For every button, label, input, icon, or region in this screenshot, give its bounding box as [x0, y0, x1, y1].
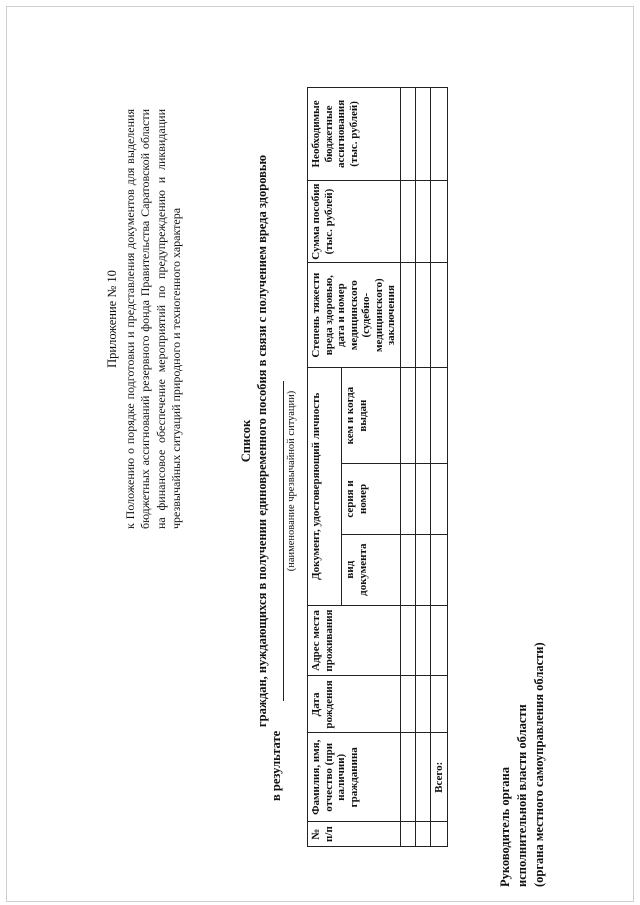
table-cell: [400, 180, 415, 263]
signature-line-3: (органа местного самоуправления области): [532, 642, 546, 887]
header-amount: Сумма пособия (тыс. рублей): [308, 180, 401, 263]
table-cell: [415, 733, 430, 822]
table-header-row: [308, 88, 342, 847]
table-cell: [400, 822, 415, 847]
header-doc-series: серия и номер: [342, 464, 400, 535]
document-title: [239, 81, 270, 801]
signature-block: [497, 642, 548, 887]
header-doc-issued: кем и когда выдан: [342, 367, 400, 463]
signature-line-1: Руководитель органа: [498, 767, 512, 887]
table-cell: [400, 534, 415, 605]
table-cell: [400, 676, 415, 733]
title-line-2: граждан, нуждающихся в получении единовременного пособия в связи с получением вреда здоровью: [255, 154, 269, 728]
document-page: [6, 6, 634, 902]
header-doc-group: Документ, удостоверяющий личность: [308, 367, 342, 605]
table-cell: [415, 88, 430, 181]
table-row: [415, 88, 430, 847]
table-cell: [415, 605, 430, 676]
table-cell: [400, 464, 415, 535]
emergency-name-caption: (наименование чрезвычайной ситуации): [286, 390, 297, 572]
table-cell: [430, 534, 448, 605]
header-severity: Степень тяжести вреда здоровью, дата и номер медицинского (судебно-медицинского) заключения: [308, 263, 401, 368]
table-total-row: [430, 88, 448, 847]
table-row: [400, 88, 415, 847]
table-cell: [400, 605, 415, 676]
table-cell: [430, 367, 448, 463]
table-cell: [415, 263, 430, 368]
total-label: Всего:: [430, 733, 448, 822]
header-fio: Фамилия, имя, отчество (при наличии) гражданина: [308, 733, 401, 822]
table-cell: [415, 676, 430, 733]
rotated-document: [7, 7, 633, 901]
header-address: Адрес места проживания: [308, 605, 401, 676]
table-cell: [415, 534, 430, 605]
table-cell: [415, 464, 430, 535]
table-cell: [430, 676, 448, 733]
header-num: № п/п: [308, 822, 401, 847]
appendix-block: [105, 109, 185, 529]
table-cell: [430, 464, 448, 535]
signature-line-2: исполнительной власти области: [515, 704, 529, 887]
table-cell: [400, 733, 415, 822]
table-cell: [415, 367, 430, 463]
title-line-1: Список: [239, 419, 253, 463]
table-cell: [430, 605, 448, 676]
header-doc-type: вид документа: [342, 534, 400, 605]
table-cell: [430, 88, 448, 181]
table-cell: [415, 180, 430, 263]
citizens-table: [307, 87, 448, 847]
table-cell: [430, 263, 448, 368]
appendix-title: Приложение № 10: [105, 270, 119, 368]
emergency-name-line: [283, 381, 284, 701]
table-cell: [415, 822, 430, 847]
table-cell: [400, 367, 415, 463]
table-cell: [430, 822, 448, 847]
table-cell: [430, 180, 448, 263]
table-cell: [400, 263, 415, 368]
title-line-3: в результате: [269, 730, 283, 801]
header-birth: Дата рождения: [308, 676, 401, 733]
appendix-text: к Положению о порядке подготовки и представления документов для выделения бюджетных ассигнований резервного фонда Правительства Саратовской области на финансовое обеспечение мероприятий по предупреждению и ликвидации чрезвычайных ситуаций природного и техногенного характера: [122, 109, 183, 529]
table-cell: [400, 88, 415, 181]
header-funds: Необходимые бюджетные ассигнования (тыс. рублей): [308, 88, 401, 181]
